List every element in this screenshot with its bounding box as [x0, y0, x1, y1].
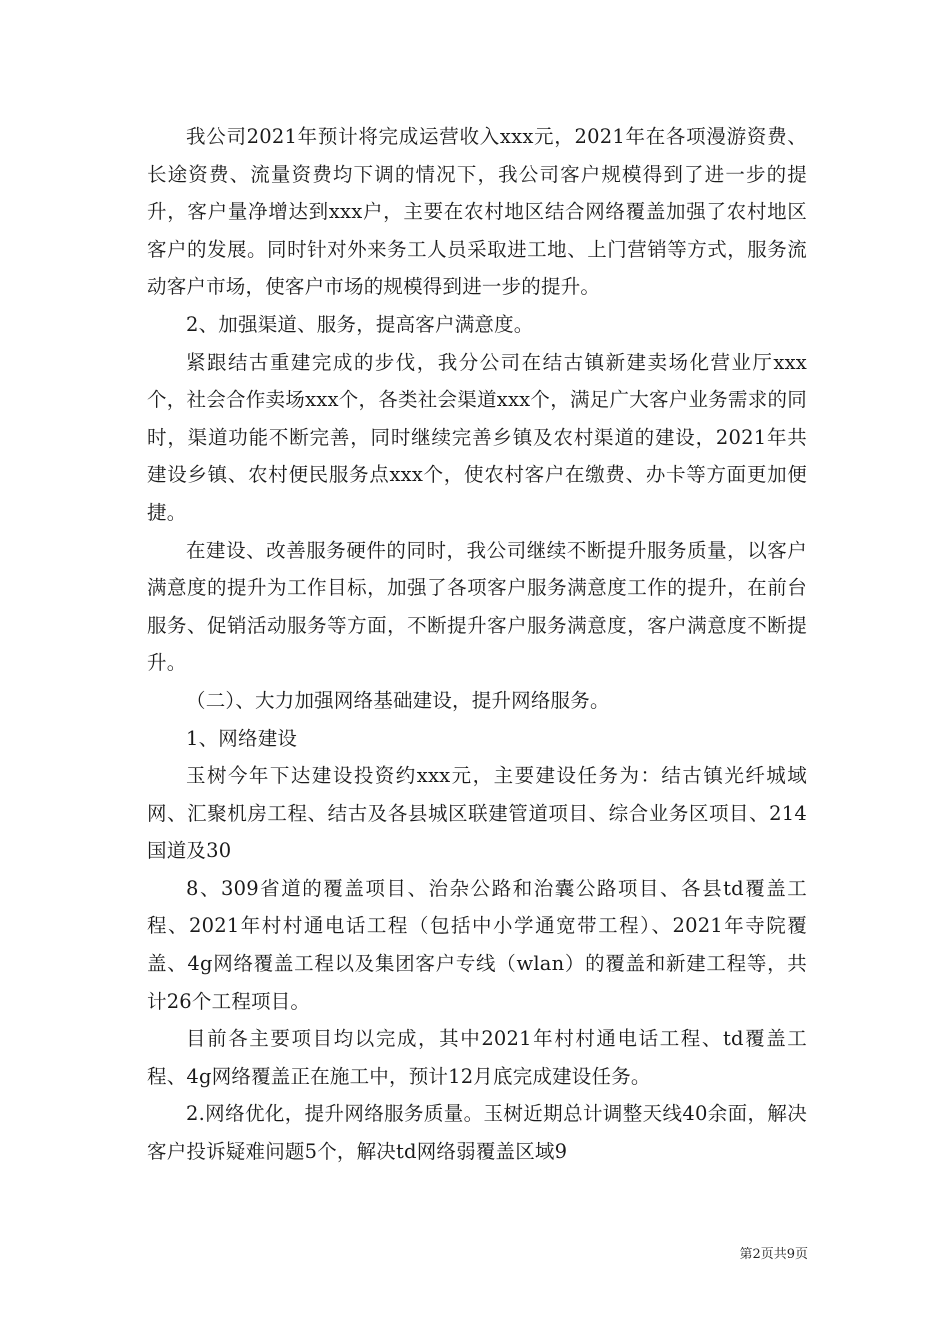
heading-channels-service: 2、加强渠道、服务，提高客户满意度。 — [186, 312, 534, 336]
paragraph-optimization: 2.网络优化，提升网络服务质量。玉树近期总计调整天线40余面，解决客户投诉疑难问题5个，解决td网络弱覆盖区域9 — [147, 1102, 807, 1164]
section-heading-network: （二）、大力加强网络基础建设，提升网络服务。 — [186, 688, 610, 712]
heading-network-construction: 1、网络建设 — [186, 726, 298, 750]
paragraph-investment: 玉树今年下达建设投资约xxx元，主要建设任务为：结古镇光纤城域网、汇聚机房工程、结古及各县城区联建管道项目、综合业务区项目、214国道及30 — [147, 764, 807, 863]
paragraph-channels: 紧跟结古重建完成的步伐，我分公司在结古镇新建卖场化营业厅xxx个，社会合作卖场xxx个，各类社会渠道xxx个，满足广大客户业务需求的同时，渠道功能不断完善，同时继续完善乡镇及农村渠道的建设，2021年共建设乡镇、农村便民服务点xxx个，使农村客户在缴费、办卡等方面更加便捷。 — [147, 350, 807, 524]
paragraph-service-quality: 在建设、改善服务硬件的同时，我公司继续不断提升服务质量，以客户满意度的提升为工作目标，加强了各项客户服务满意度工作的提升，在前台服务、促销活动服务等方面，不断提升客户服务满意度，客户满意度不断提升。 — [147, 538, 807, 675]
paragraph-progress: 目前各主要项目均以完成，其中2021年村村通电话工程、td覆盖工程、4g网络覆盖正在施工中，预计12月底完成建设任务。 — [147, 1027, 807, 1088]
document-body — [147, 118, 807, 1171]
paragraph-projects: 8、309省道的覆盖项目、治杂公路和治囊公路项目、各县td覆盖工程、2021年村村通电话工程（包括中小学通宽带工程）、2021年寺院覆盖、4g网络覆盖工程以及集团客户专线（wlan）的覆盖和新建工程等，共计26个工程项目。 — [147, 876, 807, 1013]
page-number: 第2页共9页 — [739, 1247, 808, 1262]
paragraph-revenue: 我公司2021年预计将完成运营收入xxx元，2021年在各项漫游资费、长途资费、流量资费均下调的情况下，我公司客户规模得到了进一步的提升，客户量净增达到xxx户，主要在农村地区结合网络覆盖加强了农村地区客户的发展。同时针对外来务工人员采取进工地、上门营销等方式，服务流动客户市场，使客户市场的规模得到进一步的提升。 — [147, 125, 807, 299]
